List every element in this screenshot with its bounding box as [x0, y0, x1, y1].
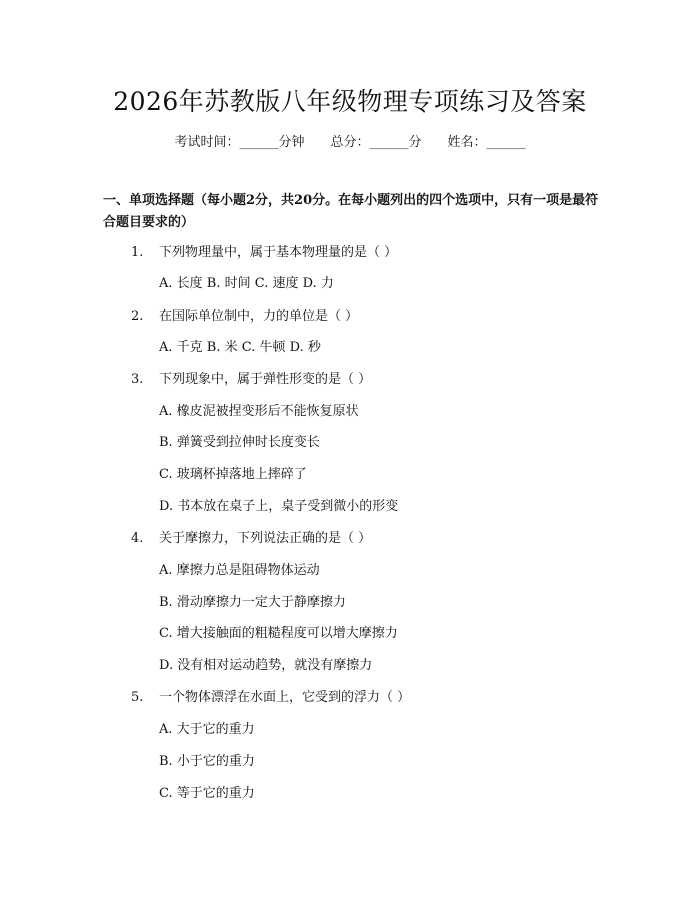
option-line: A. 橡皮泥被捏变形后不能恢复原状 [159, 404, 359, 419]
name-field: 姓名：______ [447, 135, 526, 150]
question-number: 2. [131, 309, 144, 324]
question-text: 在国际单位制中，力的单位是（ ） [159, 309, 359, 324]
question-number: 5. [131, 690, 144, 705]
question-text: 关于摩擦力，下列说法正确的是（ ） [159, 531, 372, 546]
option-line: B. 滑动摩擦力一定大于静摩擦力 [159, 595, 346, 610]
option-line: C. 玻璃杯掉落地上摔碎了 [159, 467, 307, 482]
option-line: D. 书本放在桌子上，桌子受到微小的形变 [159, 499, 399, 514]
option-line: D. 没有相对运动趋势，就没有摩擦力 [159, 658, 373, 673]
question-number: 4. [131, 531, 144, 546]
section-heading: 一、单项选择题（每小题2分，共20分。在每小题列出的四个选项中，只有一项是最符合题目要求的） [103, 193, 599, 230]
document-title: 2026年苏教版八年级物理专项练习及答案 [113, 87, 587, 116]
option-line: C. 增大接触面的粗糙程度可以增大摩擦力 [159, 626, 398, 641]
question-text: 一个物体漂浮在水面上，它受到的浮力（ ） [159, 690, 411, 705]
option-line: A. 千克 B. 米 C. 牛顿 D. 秒 [159, 340, 321, 355]
option-line: C. 等于它的重力 [159, 786, 255, 801]
exam-time-field: 考试时间：______分钟 [174, 135, 305, 150]
total-score-field: 总分：______分 [330, 135, 422, 150]
option-line: B. 弹簧受到拉伸时长度变长 [159, 435, 320, 450]
question-number: 1. [131, 245, 144, 260]
option-line: A. 大于它的重力 [159, 722, 255, 737]
exam-meta-line [0, 131, 700, 150]
option-line: A. 摩擦力总是阻碍物体运动 [159, 563, 320, 578]
question-number: 3. [131, 372, 144, 387]
question-text: 下列现象中，属于弹性形变的是（ ） [159, 372, 372, 387]
option-line: B. 小于它的重力 [159, 754, 255, 769]
option-line: A. 长度 B. 时间 C. 速度 D. 力 [159, 276, 334, 291]
question-text: 下列物理量中，属于基本物理量的是（ ） [159, 245, 398, 260]
